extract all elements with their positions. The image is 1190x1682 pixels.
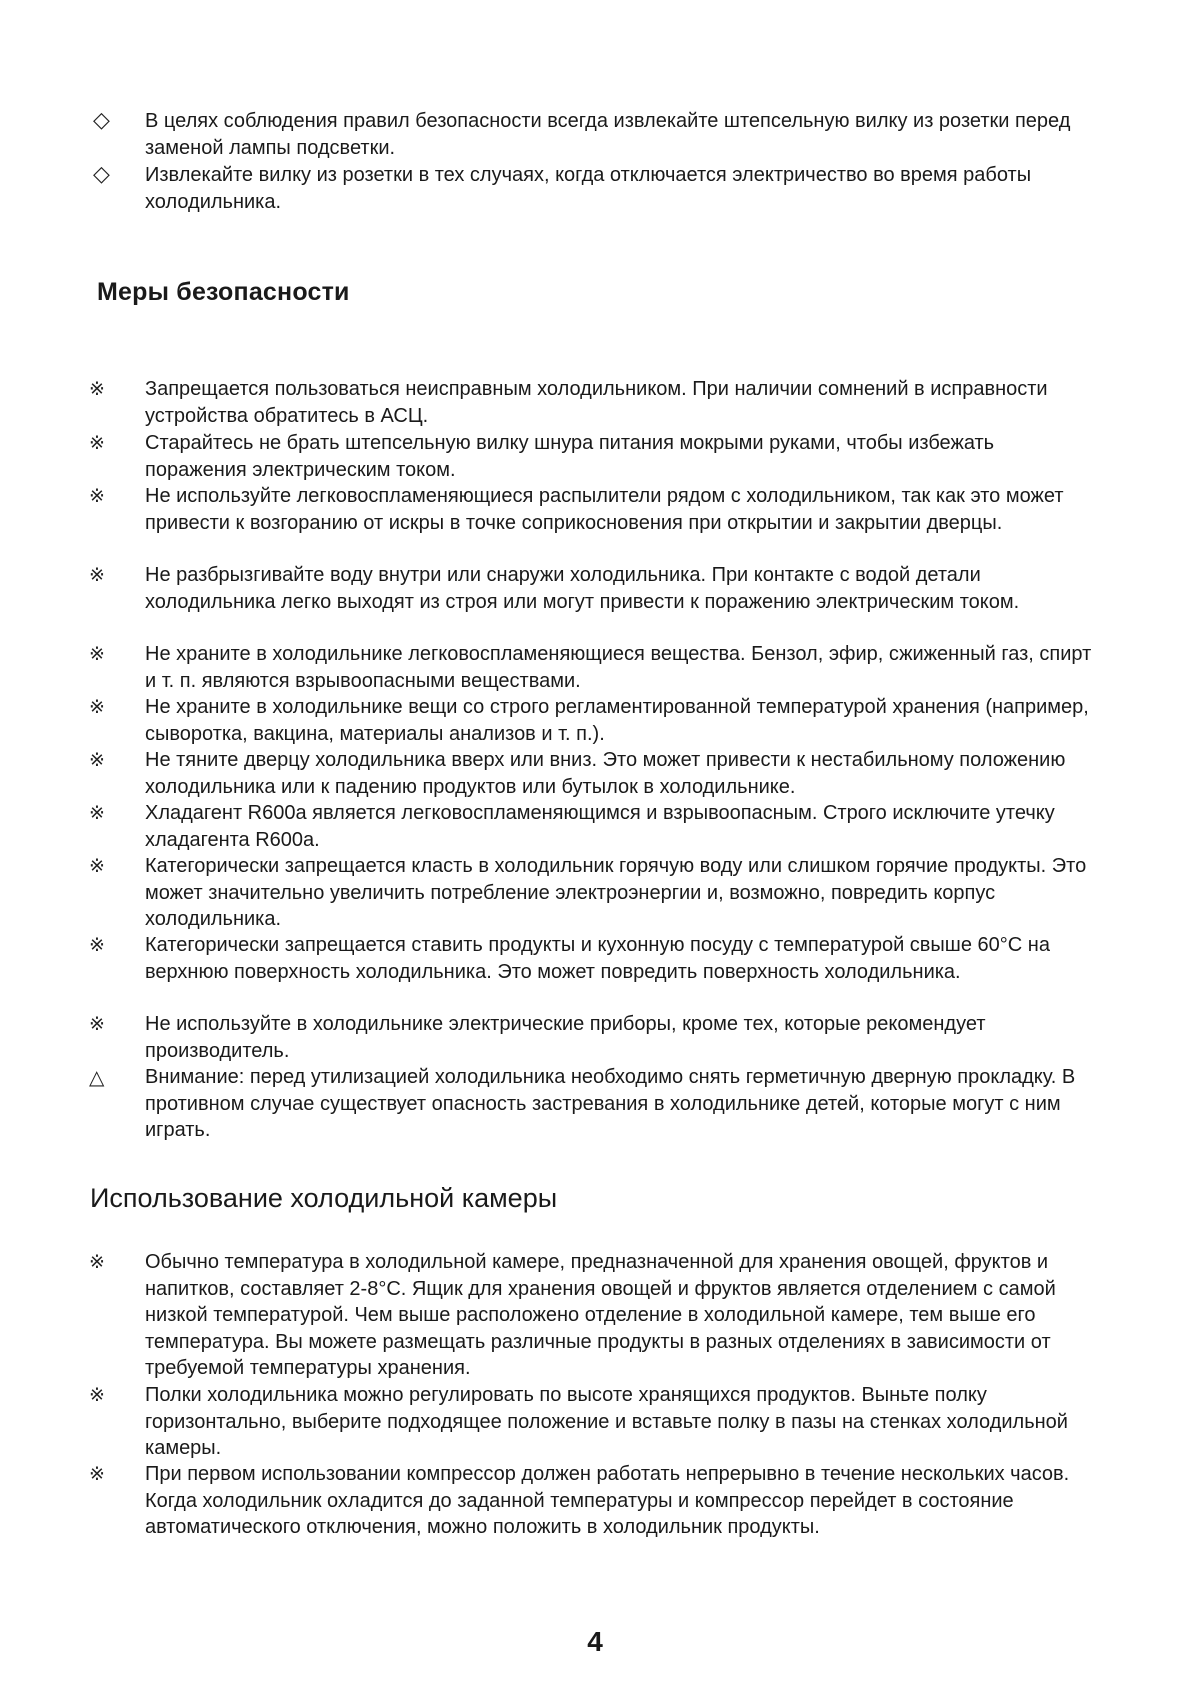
safety-item-text: Запрещается пользоваться неисправным холодильником. При наличии сомнений в исправности устройства обратитесь в АСЦ. [145, 378, 1048, 427]
reference-mark-icon: ※ [89, 802, 105, 824]
reference-mark-icon: ※ [89, 855, 105, 877]
intro-note-text: Извлекайте вилку из розетки в тех случаях, когда отключается электричество во время работы холодильника. [145, 164, 1032, 213]
diamond-bullet-icon: ◇ [93, 162, 110, 187]
safety-item [89, 1064, 1099, 1144]
reference-mark-icon: ※ [89, 564, 105, 586]
safety-item [89, 932, 1099, 985]
intro-note [89, 162, 1099, 215]
intro-note [89, 108, 1099, 161]
safety-item-text: Категорически запрещается класть в холодильник горячую воду или слишком горячие продукты. Это может значительно увеличить потребление электроэнергии и, возможно, повредить корпус холодильника. [145, 855, 1087, 930]
usage-item [89, 1249, 1099, 1382]
reference-mark-icon: ※ [89, 485, 105, 507]
reference-mark-icon: ※ [89, 934, 105, 956]
reference-mark-icon: ※ [89, 1463, 105, 1485]
safety-item-text: Не храните в холодильнике вещи со строго регламентированной температурой хранения (например, сыворотка, вакцина, материалы анализов и т. п.). [145, 696, 1089, 745]
reference-mark-icon: ※ [89, 696, 105, 718]
usage-item [89, 1461, 1099, 1541]
reference-mark-icon: ※ [89, 1384, 105, 1406]
safety-item [89, 747, 1099, 800]
reference-mark-icon: ※ [89, 1251, 105, 1273]
safety-item-text: Не используйте в холодильнике электрические приборы, кроме тех, которые рекомендует производитель. [145, 1013, 986, 1062]
intro-note-text: В целях соблюдения правил безопасности всегда извлекайте штепсельную вилку из розетки перед заменой лампы подсветки. [145, 110, 1071, 159]
safety-item [89, 694, 1099, 747]
safety-item [89, 376, 1099, 429]
safety-item [89, 1011, 1099, 1064]
warning-triangle-icon: △ [89, 1065, 105, 1089]
usage-item-text: Полки холодильника можно регулировать по высоте хранящихся продуктов. Выньте полку горизонтально, выберите подходящее положение и вставьте полку в пазы на стенках холодильной камеры. [145, 1384, 1068, 1459]
page-number: 4 [587, 1626, 603, 1657]
usage-item [89, 1382, 1099, 1462]
safety-item-text: Категорически запрещается ставить продукты и кухонную посуду с температурой свыше 60°C на верхнюю поверхность холодильника. Это может повредить поверхность холодильника. [145, 934, 1050, 983]
safety-item [89, 483, 1099, 536]
diamond-bullet-icon: ◇ [93, 108, 110, 133]
usage-item-text: При первом использовании компрессор должен работать непрерывно в течение нескольких часов. Когда холодильник охладится до заданной температуры и компрессор перейдет в состояние автоматического отключения, можно положить в холодильник продукты. [145, 1463, 1070, 1538]
reference-mark-icon: ※ [89, 378, 105, 400]
reference-mark-icon: ※ [89, 432, 105, 454]
safety-item [89, 430, 1099, 483]
reference-mark-icon: ※ [89, 1013, 105, 1035]
usage-heading: Использование холодильной камеры [90, 1183, 558, 1213]
safety-heading: Меры безопасности [97, 278, 350, 306]
safety-item [89, 641, 1099, 694]
safety-item-text: Не тяните дверцу холодильника вверх или вниз. Это может привести к нестабильному положению холодильника или к падению продуктов или бутылок в холодильнике. [145, 749, 1066, 798]
reference-mark-icon: ※ [89, 643, 105, 665]
safety-item-text: Не разбрызгивайте воду внутри или снаружи холодильника. При контакте с водой детали холодильника легко выходят из строя или могут привести к поражению электрическим током. [145, 564, 1020, 613]
safety-item [89, 800, 1099, 853]
safety-item [89, 853, 1099, 933]
safety-item-text: Хладагент R600a является легковоспламеняющимся и взрывоопасным. Строго исключите утечку хладагента R600a. [145, 802, 1055, 851]
safety-item-text: Внимание: перед утилизацией холодильника необходимо снять герметичную дверную прокладку. В противном случае существует опасность застревания в холодильнике детей, которые могут с ним играть. [145, 1066, 1076, 1141]
reference-mark-icon: ※ [89, 749, 105, 771]
usage-item-text: Обычно температура в холодильной камере, предназначенной для хранения овощей, фруктов и напитков, составляет 2-8°C. Ящик для хранения овощей и фруктов является отделением с самой низкой температурой. Чем выше расположено отделение в холодильной камере, тем выше его температура. Вы можете размещать различные продукты в разных отделениях в зависимости от требуемой температуры хранения. [145, 1251, 1056, 1379]
safety-item-text: Не используйте легковоспламеняющиеся распылители рядом с холодильником, так как это может привести к возгоранию от искры в точке соприкосновения при открытии и закрытии дверцы. [145, 485, 1064, 534]
safety-item-text: Не храните в холодильнике легковоспламеняющиеся вещества. Бензол, эфир, сжиженный газ, спирт и т. п. являются взрывоопасными веществами. [145, 643, 1092, 692]
safety-item-text: Старайтесь не брать штепсельную вилку шнура питания мокрыми руками, чтобы избежать поражения электрическим током. [145, 432, 995, 481]
safety-item [89, 562, 1099, 615]
